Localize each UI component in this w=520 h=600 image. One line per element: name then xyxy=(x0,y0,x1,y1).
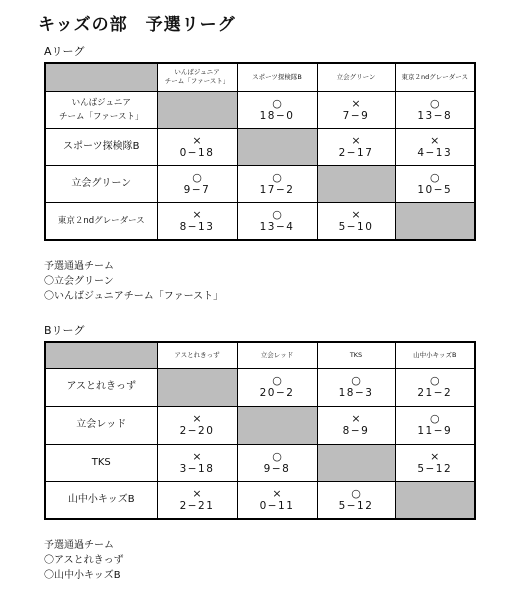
self-match-cell xyxy=(317,165,395,202)
row-team-cell: 山中小キッズB xyxy=(45,481,157,519)
row-team-cell: スポーツ探検隊B xyxy=(45,128,157,165)
result-score: 5−12 xyxy=(338,499,374,512)
row-team-cell: 東京２ndグレーダース xyxy=(45,202,157,240)
league-a-qualified xyxy=(44,259,223,304)
result-cell xyxy=(395,128,475,165)
result-mark: × xyxy=(351,133,361,147)
result-score: 8−13 xyxy=(179,220,215,233)
label-line: いんばジュニア xyxy=(174,68,220,77)
row-team-cell xyxy=(45,91,157,128)
self-match-cell xyxy=(395,481,475,519)
header-team-cell: スポーツ探検隊B xyxy=(237,63,317,91)
result-mark: ○ xyxy=(272,374,282,387)
result-mark: ○ xyxy=(272,96,282,110)
league-b-label: Bリーグ xyxy=(44,324,85,337)
result-score: 0−18 xyxy=(179,146,215,159)
result-cell xyxy=(317,91,395,128)
page-title: キッズの部 予選リーグ xyxy=(38,15,236,35)
result-cell xyxy=(317,481,395,519)
result-score: 0−11 xyxy=(259,499,295,512)
qualified-team: 〇立会グリーン xyxy=(44,276,114,287)
league-a-table xyxy=(44,62,476,241)
qualified-team: 〇アスとれきっず xyxy=(44,555,124,566)
label-line: チーム「ファースト」 xyxy=(164,77,230,86)
result-cell xyxy=(157,165,237,202)
self-match-cell xyxy=(157,91,237,128)
header-team-cell: 立会レッド xyxy=(237,342,317,368)
corner-cell xyxy=(45,63,157,91)
result-cell xyxy=(395,406,475,444)
result-mark: ○ xyxy=(429,374,440,387)
row-team-cell: アスとれきっず xyxy=(45,368,157,406)
header-team-cell: 東京２ndグレーダース xyxy=(395,63,475,91)
result-mark: × xyxy=(351,207,361,221)
qualified-heading: 予選通過チーム xyxy=(44,540,114,551)
result-score: 2−20 xyxy=(179,425,215,437)
result-mark: × xyxy=(192,449,202,463)
result-cell xyxy=(395,368,475,406)
result-score: 11−9 xyxy=(417,425,453,437)
result-score: 8−9 xyxy=(342,425,370,437)
result-cell xyxy=(157,406,237,444)
result-score: 17−2 xyxy=(259,183,295,196)
header-team-cell xyxy=(157,63,237,91)
result-score: 3−18 xyxy=(179,462,215,475)
result-cell xyxy=(317,202,395,240)
result-score: 5−10 xyxy=(338,220,374,233)
league-b-table xyxy=(44,341,476,520)
result-mark: × xyxy=(192,133,202,147)
league-b-qualified xyxy=(44,538,124,583)
result-score: 4−13 xyxy=(417,146,453,159)
result-score: 20−2 xyxy=(259,387,295,399)
result-cell xyxy=(237,91,317,128)
league-a-label: Aリーグ xyxy=(44,45,85,58)
result-mark: × xyxy=(351,412,361,425)
result-score: 9−8 xyxy=(263,462,291,475)
result-score: 2−21 xyxy=(179,499,215,512)
result-cell xyxy=(157,481,237,519)
result-score: 2−17 xyxy=(338,146,374,159)
result-mark: ○ xyxy=(429,170,440,184)
corner-cell xyxy=(45,342,157,368)
result-score: 13−8 xyxy=(417,109,453,122)
row-team-cell: 立会グリーン xyxy=(45,165,157,202)
result-cell xyxy=(395,165,475,202)
result-score: 7−9 xyxy=(342,109,370,122)
result-mark: × xyxy=(192,412,202,425)
result-cell xyxy=(157,128,237,165)
result-score: 18−3 xyxy=(338,387,374,399)
self-match-cell xyxy=(157,368,237,406)
result-mark: ○ xyxy=(429,96,440,110)
result-cell xyxy=(237,202,317,240)
result-cell xyxy=(157,444,237,481)
result-cell xyxy=(395,91,475,128)
result-cell xyxy=(317,368,395,406)
result-score: 21−2 xyxy=(417,387,453,399)
qualified-heading: 予選通過チーム xyxy=(44,261,114,272)
result-cell xyxy=(237,444,317,481)
label-line: チーム「ファースト」 xyxy=(59,111,144,122)
result-mark: × xyxy=(430,133,440,147)
result-mark: × xyxy=(192,207,202,221)
qualified-team: 〇いんばジュニアチーム「ファースト」 xyxy=(44,291,224,302)
self-match-cell xyxy=(317,444,395,481)
result-score: 13−4 xyxy=(259,220,295,233)
result-mark: ○ xyxy=(351,374,361,387)
result-cell xyxy=(157,202,237,240)
result-mark: ○ xyxy=(272,170,282,184)
row-team-cell: TKS xyxy=(45,444,157,481)
result-score: 18−0 xyxy=(259,109,295,122)
result-score: 10−5 xyxy=(417,183,453,196)
result-mark: × xyxy=(192,486,202,500)
result-mark: ○ xyxy=(272,207,282,221)
self-match-cell xyxy=(395,202,475,240)
self-match-cell xyxy=(237,128,317,165)
header-team-cell: TKS xyxy=(317,342,395,368)
row-team-cell: 立会レッド xyxy=(45,406,157,444)
result-cell xyxy=(395,444,475,481)
result-cell xyxy=(237,368,317,406)
header-team-cell: アスとれきっず xyxy=(157,342,237,368)
label-line: いんばジュニア xyxy=(71,97,131,108)
result-cell xyxy=(237,481,317,519)
self-match-cell xyxy=(237,406,317,444)
qualified-team: 〇山中小キッズB xyxy=(44,570,121,581)
result-cell xyxy=(317,128,395,165)
result-score: 5−12 xyxy=(417,462,453,475)
result-cell xyxy=(237,165,317,202)
result-cell xyxy=(317,406,395,444)
result-mark: ○ xyxy=(192,170,202,184)
header-team-cell: 山中小キッズB xyxy=(395,342,475,368)
result-mark: × xyxy=(272,486,282,500)
result-mark: ○ xyxy=(351,486,361,500)
result-mark: × xyxy=(430,449,440,463)
header-team-cell: 立会グリーン xyxy=(317,63,395,91)
result-mark: ○ xyxy=(272,449,282,463)
result-mark: × xyxy=(351,96,361,110)
result-score: 9−7 xyxy=(183,183,211,196)
result-mark: ○ xyxy=(429,412,440,425)
